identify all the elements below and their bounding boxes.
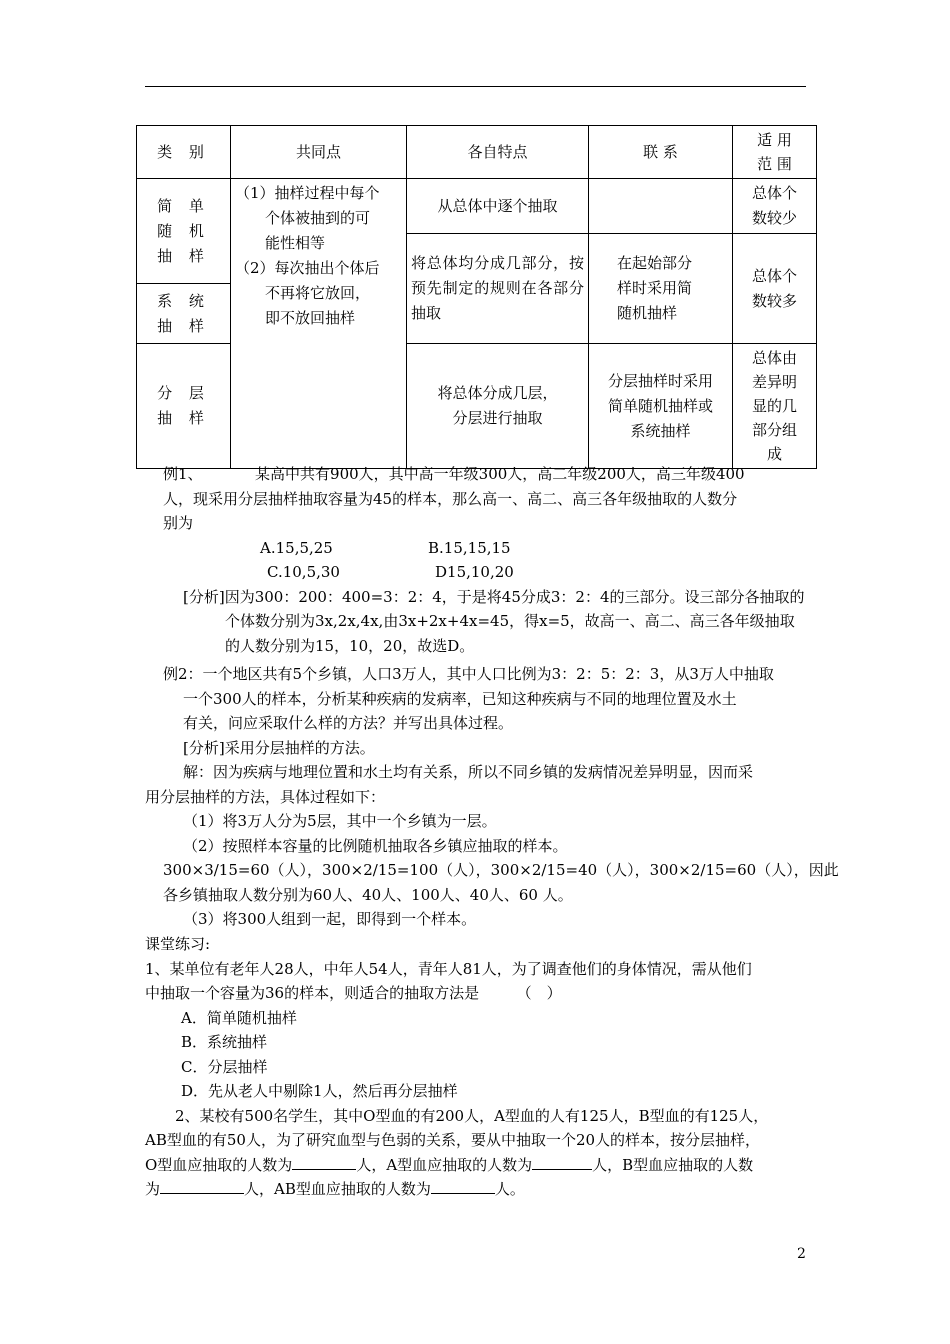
header-common: 共同点	[231, 126, 407, 179]
example-2-solution: 解：因为疾病与地理位置和水土均有关系，所以不同乡镇的发病情况差异明显，因而采	[183, 763, 754, 781]
question-1-option-b: B．系统抽样	[181, 1033, 268, 1051]
relation-simple-random	[589, 179, 733, 234]
page-number: 2	[797, 1246, 806, 1262]
example-1-options-row	[145, 536, 815, 561]
scope-simple-random: 总体个 数较少	[733, 179, 817, 234]
category-stratified: 分 层 抽 样	[137, 344, 231, 469]
question-2-text: 人，AB型血应抽取的人数为	[244, 1180, 431, 1198]
question-2-text: 人。	[494, 1180, 525, 1198]
header-feature: 各自特点	[407, 126, 589, 179]
question-1: 1、某单位有老年人28人，中年人54人，青年人81人，为了调查他们的身体情况，需从他们	[145, 959, 752, 978]
example-2-calc: 300×3/15=60（人），300×2/15=100（人），300×2/15=40（人），300×2/15=60（人），因此	[163, 861, 839, 879]
example-2-calc: 各乡镇抽取人数分别为60人、40人、100人、40人、60 人。	[163, 885, 573, 904]
relation-systematic: 在起始部分 样时采用简 随机抽样	[589, 234, 733, 344]
option-c: C.10,5,30	[267, 563, 340, 581]
table-header-row	[137, 126, 817, 179]
option-b: B.15,15,15	[428, 538, 511, 557]
feature-simple-random: 从总体中逐个抽取	[407, 179, 589, 234]
example-2-analysis: [分析]采用分层抽样的方法。	[183, 738, 375, 757]
answer-blank-b[interactable]	[160, 1177, 244, 1194]
example-1-analysis: 个体数分别为3x,2x,4x,由3x+2x+4x=45，得x=5，故高一、高二、高三各年级抽取	[225, 612, 795, 630]
practice-title: 课堂练习:	[145, 935, 211, 953]
example-2-line: 一个300人的样本，分析某种疾病的发病率，已知这种疾病与不同的地理位置及水土	[183, 689, 737, 708]
option-a: A.15,5,25	[260, 538, 333, 557]
relation-stratified: 分层抽样时采用 简单随机抽样或 系统抽样	[589, 344, 733, 469]
question-2-text: 人，B型血应抽取的人数	[592, 1155, 754, 1174]
question-2-text: 为	[145, 1180, 161, 1198]
common-points: （1）抽样过程中每个 个体被抽到的可 能性相等 （2）每次抽出个体后 不再将它放回， 即不放回抽样	[231, 179, 407, 469]
table-row	[137, 179, 817, 234]
category-systematic: 系 统 抽 样	[137, 284, 231, 344]
header-scope: 适 用 范 围	[733, 126, 817, 179]
example-2	[145, 662, 839, 932]
question-2-text: O型血应抽取的人数为	[145, 1155, 293, 1174]
answer-blank-ab[interactable]	[431, 1177, 495, 1194]
question-2-blanks-row	[145, 1153, 815, 1178]
example-1-analysis: [分析]因为300：200：400=3：2：4，于是将45分成3：2：4的三部分。设三部分各抽取的	[183, 587, 805, 606]
example-2-solution: 用分层抽样的方法，具体过程如下：	[145, 787, 386, 806]
example-1-line: 例1、 某高中共有900人，其中高一年级300人，高二年级200人，高三年级400	[163, 465, 745, 483]
example-2-line: 有关，问应采取什么样的方法？并写出具体过程。	[183, 714, 514, 732]
example-1-analysis: 的人数分别为15，10，20，故选D。	[225, 636, 475, 655]
example-2-step: （1）将3万人分为5层，其中一个乡镇为一层。	[183, 812, 497, 830]
example-1-options-row	[145, 560, 815, 585]
question-2: 2、某校有500名学生，其中O型血的有200人，A型血的人有125人，B型血的有125人，	[175, 1106, 769, 1125]
sampling-comparison-table	[136, 125, 817, 469]
question-2: AB型血的有50人，为了研究血型与色弱的关系，要从中抽取一个20人的样本，按分层抽样，	[145, 1131, 761, 1149]
example-2-step: （3）将300人组到一起，即得到一个样本。	[183, 910, 477, 928]
scope-systematic: 总体个 数较多	[733, 234, 817, 344]
question-1-option-d: D．先从老人中剔除1人，然后再分层抽样	[181, 1082, 458, 1100]
header-rule	[145, 86, 806, 87]
question-1-option-a: A．简单随机抽样	[181, 1008, 297, 1027]
question-1-option-c: C．分层抽样	[181, 1057, 268, 1076]
example-1-line: 别为	[163, 514, 194, 532]
feature-stratified: 将总体分成几层， 分层进行抽取	[407, 344, 589, 469]
answer-blank-a[interactable]	[532, 1153, 592, 1170]
question-1: 中抽取一个容量为36的样本，则适合的抽取方法是 （ ）	[145, 984, 562, 1002]
header-category: 类 别	[137, 126, 231, 179]
scope-stratified: 总体由 差异明 显的几 部分组 成	[733, 344, 817, 469]
feature-systematic: 将总体均分成几部分，按预先制定的规则在各部分抽取	[407, 234, 589, 344]
class-practice	[145, 932, 815, 1202]
example-2-line: 例2：一个地区共有5个乡镇，人口3万人，其中人口比例为3：2：5：2：3，从3万人中抽取	[163, 665, 774, 683]
header-relation: 联 系	[589, 126, 733, 179]
question-2-blanks-row	[145, 1177, 815, 1202]
example-1-line: 人，现采用分层抽样抽取容量为45的样本，那么高一、高二、高三各年级抽取的人数分	[163, 489, 738, 508]
question-2-text: 人，A型血应抽取的人数为	[356, 1155, 533, 1174]
answer-blank-o[interactable]	[292, 1153, 356, 1170]
option-d: D15,10,20	[435, 563, 514, 581]
example-2-step: （2）按照样本容量的比例随机抽取各乡镇应抽取的样本。	[183, 836, 568, 855]
category-simple-random: 简 单 随 机 抽 样	[137, 179, 231, 284]
example-1	[145, 462, 815, 658]
